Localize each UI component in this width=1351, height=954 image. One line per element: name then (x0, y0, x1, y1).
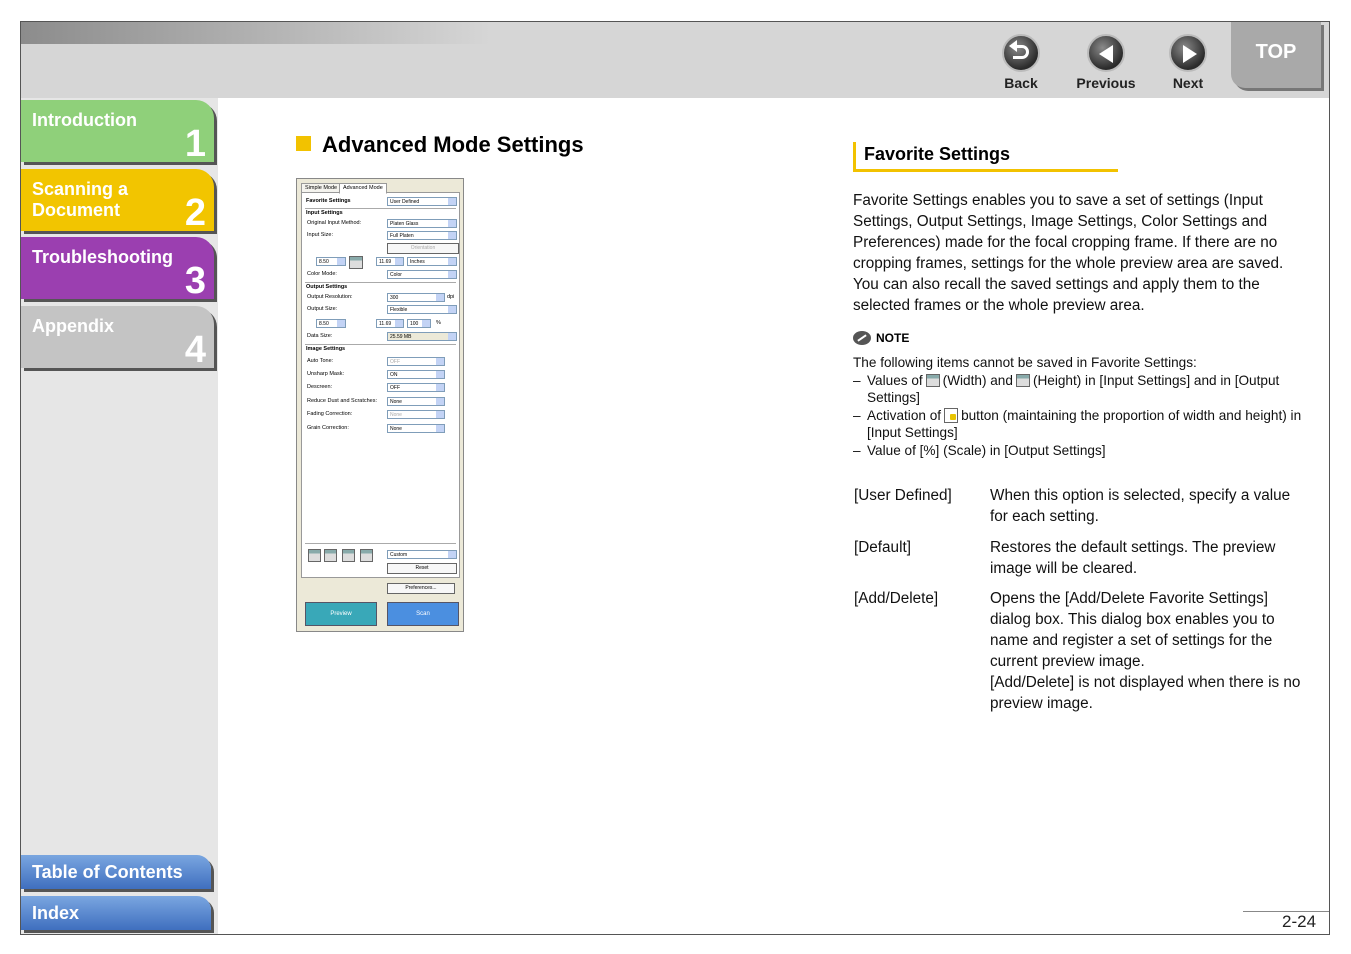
image-row-dropdown: None (387, 397, 445, 406)
desc-add-delete (990, 588, 1312, 714)
image-row-dropdown: OFF (387, 383, 445, 392)
chapter-number: 1 (184, 123, 206, 165)
chapter-tab-troubleshooting[interactable] (21, 237, 214, 302)
tool-icon (324, 549, 337, 562)
image-row-label: Descreen: (307, 384, 333, 390)
scale-field: 100 (407, 319, 431, 328)
chapter-title: Appendix (32, 316, 115, 336)
page-number: 2-24 (1282, 912, 1317, 931)
previous-label: Previous (1076, 75, 1136, 91)
height-icon (1016, 374, 1030, 387)
section-heading (296, 132, 584, 158)
term-user-defined: [User Defined] (854, 487, 952, 504)
note-text: button (maintaining the proportion of width and height) in [Input Settings] (867, 407, 1302, 440)
width-icon (349, 256, 363, 269)
chapter-tab-introduction[interactable] (21, 100, 214, 165)
note-item (853, 407, 1313, 442)
image-row-dropdown: None (387, 424, 445, 433)
chapter-title: Scanning a Document (32, 179, 129, 220)
dpi-label: dpi (447, 294, 455, 300)
percent-label: % (436, 320, 441, 326)
back-button[interactable] (986, 34, 1056, 91)
top-button[interactable]: TOP (1231, 22, 1321, 88)
previous-button[interactable] (1071, 34, 1141, 91)
chapter-number: 3 (184, 260, 206, 302)
output-resolution-label: Output Resolution: (307, 294, 353, 300)
favorite-settings-body: Favorite Settings enables you to save a set of settings (Input Settings, Output Settings, Image Settings, Color Settings and Preferences) made for the focal cropping frame. If there are no cropping frames, settings for the whole preview area are saved. You can also recall the saved settings and apply them to the selected frames or the whole preview area. (853, 192, 1284, 314)
image-row-dropdown: None (387, 410, 445, 419)
output-size-dropdown: Flexible (387, 305, 457, 314)
tool-icon (360, 549, 373, 562)
tool-icon (342, 549, 355, 562)
chapter-title: Troubleshooting (32, 247, 173, 267)
tool-icon (308, 549, 321, 562)
page-frame (20, 21, 1330, 935)
top-toolbar (21, 22, 1329, 98)
desc-default: Restores the default settings. The preview image will be cleared. (990, 539, 1276, 577)
chapter-title: Introduction (32, 110, 137, 130)
note-intro: The following items cannot be saved in Favorite Settings: (853, 355, 1197, 370)
note-text: Activation of (867, 407, 942, 423)
output-resolution-dropdown: 300 (387, 293, 445, 302)
image-row-label: Fading Correction: (307, 411, 353, 417)
sidebar (21, 98, 218, 934)
output-size-label: Output Size: (307, 306, 338, 312)
note-text: Values of (867, 372, 923, 388)
image-row-label: Auto Tone: (307, 358, 334, 364)
next-button[interactable] (1153, 34, 1223, 91)
index-button[interactable]: Index (21, 896, 211, 930)
toolbar-stripe (21, 22, 491, 44)
input-size-label: Input Size: (307, 232, 333, 238)
input-settings-label: Input Settings (306, 210, 343, 216)
note-item: – Value of [%] (Scale) in [Output Settings] (853, 442, 1313, 460)
favorite-settings-title: Favorite Settings (853, 142, 1118, 172)
image-settings-label: Image Settings (306, 346, 346, 352)
image-row-label: Grain Correction: (307, 425, 349, 431)
reset-button: Reset (387, 563, 457, 574)
back-label: Back (1004, 75, 1038, 91)
desc-user-defined: When this option is selected, specify a value for each setting. (990, 487, 1291, 525)
advanced-mode-screenshot (296, 178, 464, 632)
table-of-contents-button[interactable]: Table of Contents (21, 855, 211, 889)
heading-text: Advanced Mode Settings (322, 132, 584, 157)
desc-text: Opens the [Add/Delete Favorite Settings] dialog box. This dialog box enables you to name and register a set of settings for the current preview image. (990, 590, 1275, 670)
note-text: (Height) in [Input Settings] and in [Output Settings] (867, 372, 1280, 405)
term-add-delete: [Add/Delete] (854, 590, 939, 607)
chapter-tab-appendix[interactable] (21, 306, 214, 371)
heading-square-icon (296, 136, 311, 151)
output-settings-label: Output Settings (306, 284, 348, 290)
units-dropdown: Inches (407, 257, 457, 266)
favorite-settings-label: Favorite Settings (306, 198, 351, 204)
original-input-method-dropdown: Platen Glass (387, 219, 457, 228)
note-label-text: NOTE (876, 331, 910, 345)
advanced-mode-tab: Advanced Mode (339, 183, 387, 194)
output-height-field: 11.69 (376, 319, 404, 328)
input-size-dropdown: Full Platen (387, 231, 457, 240)
settings-panel (301, 192, 460, 578)
output-width-field: 8.50 (316, 319, 346, 328)
previous-arrow-icon (1087, 34, 1125, 72)
term-default: [Default] (854, 539, 911, 556)
image-row-dropdown: ON (387, 370, 445, 379)
desc-extra: [Add/Delete] is not displayed when there is no preview image. (990, 674, 1301, 712)
scan-button: Scan (387, 602, 459, 626)
back-icon (1002, 34, 1040, 72)
orientation-button: Orientation (387, 243, 459, 254)
image-row-label: Reduce Dust and Scratches: (307, 398, 378, 404)
width-icon (926, 374, 940, 387)
image-row-label: Unsharp Mask: (307, 371, 344, 377)
chapter-number: 4 (184, 329, 206, 371)
note-body (853, 354, 1313, 459)
custom-dropdown: Custom (387, 550, 457, 559)
height-field: 11.69 (376, 257, 404, 266)
note-item (853, 372, 1313, 407)
color-mode-label: Color Mode: (307, 271, 337, 277)
preferences-button: Preferences... (387, 583, 455, 594)
next-label: Next (1172, 75, 1204, 91)
data-size-value: 25.59 MB (387, 332, 457, 341)
note-heading (853, 331, 909, 345)
color-mode-dropdown: Color (387, 270, 457, 279)
note-pencil-icon (853, 331, 871, 345)
proportion-lock-icon (944, 408, 958, 423)
preview-button: Preview (305, 602, 377, 626)
note-text: (Width) and (942, 372, 1013, 388)
data-size-label: Data Size: (307, 333, 333, 339)
favorite-settings-dropdown: User Defined (387, 197, 457, 206)
image-row-dropdown: OFF (387, 357, 445, 366)
simple-mode-tab: Simple Mode (301, 183, 341, 194)
next-arrow-icon (1169, 34, 1207, 72)
chapter-number: 2 (184, 192, 206, 234)
original-input-method-label: Original Input Method: (307, 220, 362, 226)
chapter-tab-scanning[interactable] (21, 169, 214, 234)
width-field: 8.50 (316, 257, 346, 266)
